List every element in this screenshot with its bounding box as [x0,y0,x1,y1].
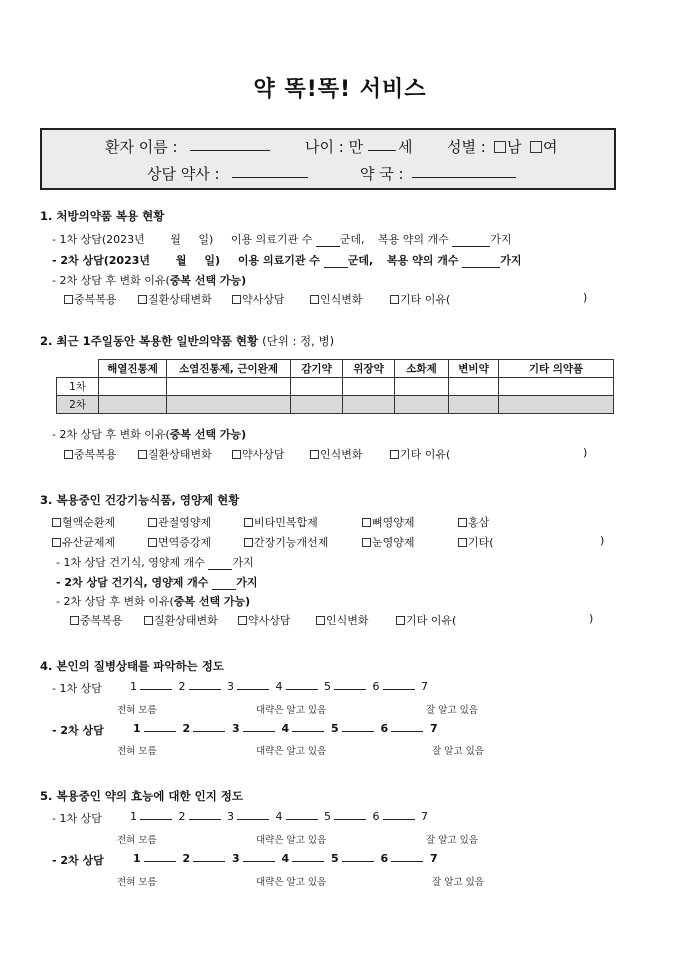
section-5-heading: 5. 복용중인 약의 효능에 대한 인지 정도 [40,789,244,803]
s1-second-row: - 2차 상담(2023년 월 일) 이용 의료기관 수 군데, 복용 약의 개수 가지 [52,254,522,267]
s2-reason-condition-change[interactable]: 질환상태변화 [138,446,212,462]
s1-first-row: - 1차 상담(2023년 월 일) 이용 의료기관 수 군데, 복용 약의 개수 가지 [52,233,512,246]
s1-reason-condition-change[interactable]: 질환상태변화 [138,291,212,307]
checkbox-icon[interactable] [64,450,73,459]
s4-first-label: - 1차 상담 [52,682,102,695]
s3-first-count: - 1차 상담 건기식, 영양제 개수 가지 [56,556,254,569]
pharmacy-label: 약 국 : [360,165,404,183]
checkbox-icon[interactable] [310,450,319,459]
checkbox-icon[interactable] [232,295,241,304]
patient-name-field[interactable] [190,137,270,151]
s3-option-joint[interactable]: 관절영양제 [148,514,211,530]
s5-first-label: - 1차 상담 [52,812,102,825]
anchor-high: 잘 알고 있음 [432,746,484,757]
checkbox-icon[interactable] [244,538,253,547]
checkbox-icon[interactable] [362,518,371,527]
column-header: 해열진통제 [99,360,167,378]
table-corner-cell [57,360,99,378]
s2-reason-pharmacist[interactable]: 약사상담 [232,446,285,462]
s3-reason-condition-change[interactable]: 질환상태변화 [144,612,218,628]
s4-second-scale[interactable]: 1 2 3 4 5 6 7 [133,722,438,735]
table-row [57,378,614,396]
checkbox-icon[interactable] [138,450,147,459]
anchor-high: 잘 알고 있음 [426,705,478,716]
section-2-heading: 2. 최근 1주일동안 복용한 일반의약품 현황 (단위 : 정, 병) [40,334,335,348]
table-cell[interactable] [395,396,449,414]
checkbox-icon[interactable] [390,295,399,304]
s2-reason-other-close: ) [583,446,588,459]
s3-option-immunity[interactable]: 면역증강제 [148,534,211,550]
table-cell[interactable] [167,396,291,414]
table-cell[interactable] [395,378,449,396]
anchor-low: 전혀 모름 [117,746,157,757]
checkbox-icon[interactable] [70,616,79,625]
checkbox-icon[interactable] [52,518,61,527]
checkbox-icon[interactable] [64,295,73,304]
checkbox-icon[interactable] [396,616,405,625]
table-cell[interactable] [99,378,167,396]
anchor-low: 전혀 모름 [117,705,157,716]
s2-change-reason: - 2차 상담 후 변화 이유(중복 선택 가능) [52,428,247,441]
s3-reason-other[interactable]: 기타 이유( [396,612,456,628]
s3-option-bone[interactable]: 뼈영양제 [362,514,415,530]
page-title: 약 똑!똑! 서비스 [253,77,427,102]
age-unit: 세 [398,138,413,156]
anchor-mid: 대략은 알고 있음 [256,705,327,716]
s3-reason-duplicate[interactable]: 중복복용 [70,612,123,628]
checkbox-icon[interactable] [530,141,542,153]
table-header-row [57,360,614,378]
s1-change-reason: - 2차 상담 후 변화 이유(중복 선택 가능) [52,274,247,287]
table-cell[interactable] [291,396,343,414]
table-cell[interactable] [449,378,499,396]
anchor-mid: 대략은 알고 있음 [256,877,327,888]
otc-drug-table [56,359,614,414]
s3-option-multivitamin[interactable]: 비타민복합제 [244,514,318,530]
table-cell[interactable] [291,378,343,396]
s3-option-probiotics[interactable]: 유산균제제 [52,534,115,550]
checkbox-icon[interactable] [138,295,147,304]
anchor-high: 잘 알고 있음 [426,835,478,846]
table-cell[interactable] [343,378,395,396]
checkbox-icon[interactable] [310,295,319,304]
s1-reason-duplicate[interactable]: 중복복용 [64,291,117,307]
s3-option-red-ginseng[interactable]: 홍삼 [458,514,489,530]
checkbox-icon[interactable] [244,518,253,527]
checkbox-icon[interactable] [144,616,153,625]
anchor-mid: 대략은 알고 있음 [256,835,327,846]
s3-option-blood-circulation[interactable]: 혈액순환제 [52,514,115,530]
section-3-heading: 3. 복용중인 건강기능식품, 영양제 현황 [40,493,240,507]
s3-change-reason: - 2차 상담 후 변화 이유(중복 선택 가능) [56,595,251,608]
checkbox-icon[interactable] [362,538,371,547]
pharmacist-label: 상담 약사 : [147,165,220,183]
checkbox-icon[interactable] [148,538,157,547]
s5-second-label: - 2차 상담 [52,854,104,867]
s5-second-scale[interactable]: 1 2 3 4 5 6 7 [133,852,438,865]
gender-male-option[interactable]: 남 [494,136,522,157]
s4-first-scale[interactable]: 1 2 3 4 5 6 7 [130,680,428,693]
table-cell[interactable] [167,378,291,396]
gender-female-option[interactable]: 여 [530,136,558,157]
table-cell[interactable] [499,396,614,414]
table-cell[interactable] [499,378,614,396]
anchor-low: 전혀 모름 [117,877,157,888]
row-label: 2차 [57,396,99,414]
column-header: 소화제 [395,360,449,378]
age-field[interactable] [368,137,396,151]
checkbox-icon[interactable] [458,538,467,547]
checkbox-icon[interactable] [390,450,399,459]
checkbox-icon[interactable] [148,518,157,527]
anchor-low: 전혀 모름 [117,835,157,846]
table-cell[interactable] [343,396,395,414]
row-label: 1차 [57,378,99,396]
s3-reason-pharmacist[interactable]: 약사상담 [238,612,291,628]
column-header: 소염진통제, 근이완제 [167,360,291,378]
s4-second-label: - 2차 상담 [52,724,104,737]
s3-option-other-close: ) [600,534,605,547]
pharmacist-field[interactable] [232,164,308,178]
checkbox-icon[interactable] [458,518,467,527]
section-1-heading: 1. 처방의약품 복용 현황 [40,209,165,223]
patient-name-label: 환자 이름 : [105,138,178,156]
anchor-high: 잘 알고 있음 [432,877,484,888]
checkbox-icon[interactable] [238,616,247,625]
column-header: 기타 의약품 [499,360,614,378]
table-cell[interactable] [99,396,167,414]
table-row [57,396,614,414]
s3-option-liver[interactable]: 간장기능개선제 [244,534,328,550]
s3-reason-other-close: ) [589,612,594,625]
checkbox-icon[interactable] [494,141,506,153]
s1-reason-other[interactable]: 기타 이유( [390,291,450,307]
s3-second-count: - 2차 상담 건기식, 영양제 개수 가지 [56,576,258,589]
column-header: 감기약 [291,360,343,378]
gender-label: 성별 : [447,138,486,156]
s5-first-scale[interactable]: 1 2 3 4 5 6 7 [130,810,428,823]
age-label: 나이 : 만 [305,138,364,156]
pharmacy-field[interactable] [412,164,516,178]
anchor-mid: 대략은 알고 있음 [256,746,327,757]
s2-reason-duplicate[interactable]: 중복복용 [64,446,117,462]
checkbox-icon[interactable] [232,450,241,459]
table-cell[interactable] [449,396,499,414]
s2-reason-awareness[interactable]: 인식변화 [310,446,363,462]
s1-reason-pharmacist[interactable]: 약사상담 [232,291,285,307]
column-header: 변비약 [449,360,499,378]
s3-reason-awareness[interactable]: 인식변화 [316,612,369,628]
checkbox-icon[interactable] [52,538,61,547]
section-4-heading: 4. 본인의 질병상태를 파악하는 정도 [40,659,224,673]
s3-option-eye[interactable]: 눈영양제 [362,534,415,550]
s3-option-other[interactable]: 기타( [458,534,494,550]
s2-reason-other[interactable]: 기타 이유( [390,446,450,462]
s1-reason-other-close: ) [583,291,588,304]
checkbox-icon[interactable] [316,616,325,625]
s1-reason-awareness[interactable]: 인식변화 [310,291,363,307]
column-header: 위장약 [343,360,395,378]
